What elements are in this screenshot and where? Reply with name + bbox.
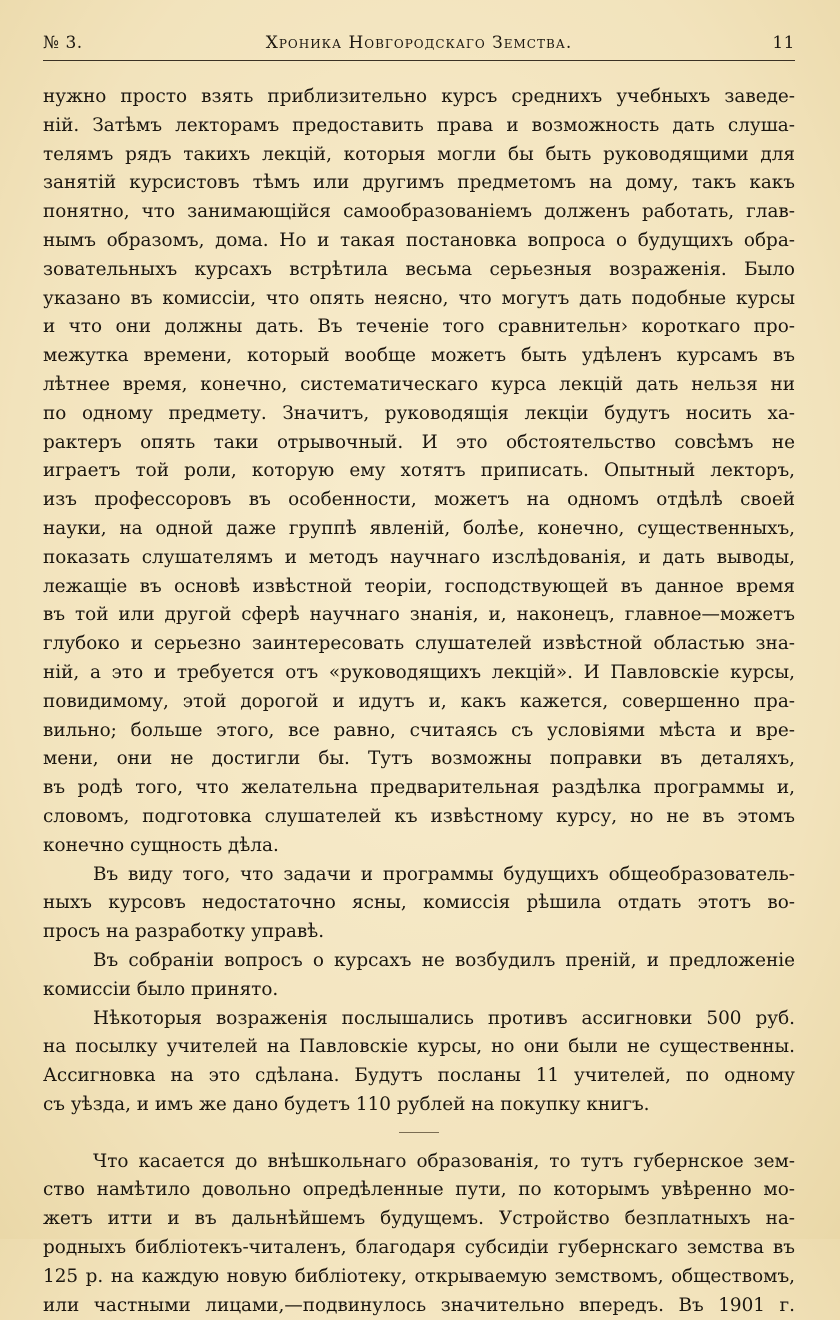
header-rule [43,60,795,61]
text-line: ній. Затѣмъ лекторамъ предоставить права и возможность дать слуша- [43,114,795,136]
text-line: по одному предмету. Значитъ, руководящія лекціи будутъ носить ха- [43,402,795,424]
section-divider [399,1132,439,1133]
text-line: понятно, что занимающійся самообразованіемъ долженъ работать, глав- [43,201,795,223]
text-line: на посылку учителей на Павловскіе курсы, но они были не существенны. [43,1036,795,1058]
paragraph [43,1005,795,1120]
text-line: или частными лицами,—подвинулось значительно впередъ. Въ 1901 г. [43,1294,795,1316]
text-line: лежащіе въ основѣ извѣстной теоріи, господствующей въ данное время [43,575,795,597]
text-line: словомъ, подготовка слушателей къ извѣстному курсу, но не въ этомъ [43,805,795,827]
text-line: въ родѣ того, что желательна предварительная раздѣлка программы и, [43,777,795,799]
paragraph [43,947,795,1005]
text-line: повидимому, этой дорогой и идутъ и, какъ кажется, совершенно пра- [43,690,795,712]
text-line: съ уѣзда, и имъ же дано будетъ 110 рублей на покупку книгъ. [43,1093,650,1115]
text-line: Въ виду того, что задачи и программы будущихъ общеобразователь- [93,863,795,885]
paragraph [43,83,795,861]
text-line: телямъ рядъ такихъ лекцій, которыя могли бы быть руководящими для [43,143,795,165]
text-line: 125 р. на каждую новую библіотеку, открываемую земствомъ, обществомъ, [43,1265,795,1287]
text-line: ныхъ курсовъ недостаточно ясны, комиссія рѣшила отдать этотъ во- [43,892,795,914]
text-line: и что они должны дать. Въ теченіе того сравнительн› короткаго про- [43,316,795,338]
page-number: 11 [772,33,795,53]
text-line: конечно сущность дѣла. [43,834,279,856]
text-line: нымъ образомъ, дома. Но и такая постановка вопроса о будущихъ обра- [43,229,795,251]
text-line: Въ собраніи вопросъ о курсахъ не возбудилъ преній, и предложеніе [93,949,795,971]
text-line: въ той или другой сферѣ научнаго знанія, и, наконецъ, главное—можетъ [43,604,795,626]
page-body [43,83,795,1320]
running-title: Хроника Новгородскаго Земства. [265,33,573,53]
text-line: ство намѣтило довольно опредѣленные пути, по которымъ увѣренно мо- [43,1179,795,1201]
paragraph [43,861,795,947]
text-line: нужно просто взять приблизительно курсъ среднихъ учебныхъ заведе- [43,86,795,107]
section-break [43,1120,795,1148]
text-line: показать слушателямъ и методъ научнаго изслѣдованія, и дать выводы, [43,546,795,568]
text-line: Что касается до внѣшкольнаго образованія, то тутъ губернское зем- [93,1150,795,1172]
issue-number: № 3. [43,33,83,53]
text-line: жетъ итти и въ дальнѣйшемъ будущемъ. Устройство безплатныхъ на- [43,1208,795,1230]
text-line: занятій курсистовъ тѣмъ или другимъ предметомъ на дому, такъ какъ [43,172,795,194]
text-line: межутка времени, который вообще можетъ быть удѣленъ курсамъ въ [43,345,795,367]
text-line: ній, а это и требуется отъ «руководящихъ лекцій». И Павловскіе курсы, [43,661,795,683]
text-line: Нѣкоторыя возраженія послышались противъ ассигновки 500 руб. [93,1007,795,1029]
running-header [43,33,795,59]
text-line: Ассигновка на это сдѣлана. Будутъ посланы 11 учителей, по одному [43,1065,795,1087]
text-line: комиссіи было принято. [43,978,279,1000]
text-line: зовательныхъ курсахъ встрѣтила весьма серьезныя возраженія. Было [43,258,795,280]
text-line: указано въ комиссіи, что опять неясно, что могутъ дать подобные курсы [43,287,795,309]
text-line: лѣтнее время, конечно, систематическаго курса лекцій дать нельзя ни [43,373,795,395]
text-line: родныхъ библіотекъ-читаленъ, благодаря субсидіи губернскаго земства въ [43,1237,795,1259]
text-line: науки, на одной даже группѣ явленій, болѣе, конечно, существенныхъ, [43,517,795,539]
text-line: мени, они не достигли бы. Тутъ возможны поправки въ деталяхъ, [43,748,795,770]
text-line: глубоко и серьезно заинтересовать слушателей извѣстной областью зна- [43,633,795,655]
text-line: рактеръ опять таки отрывочный. И это обстоятельство совсѣмъ не [43,431,795,453]
text-line: просъ на разработку управѣ. [43,921,325,943]
text-line: вильно; больше этого, все равно, считаясь съ условіями мѣста и вре- [43,719,795,741]
text-line: изъ профессоровъ въ особенности, можетъ на одномъ отдѣлѣ своей [43,489,795,511]
paragraph [43,1148,795,1320]
text-line: играетъ той роли, которую ему хотятъ приписать. Опытный лекторъ, [43,460,795,482]
